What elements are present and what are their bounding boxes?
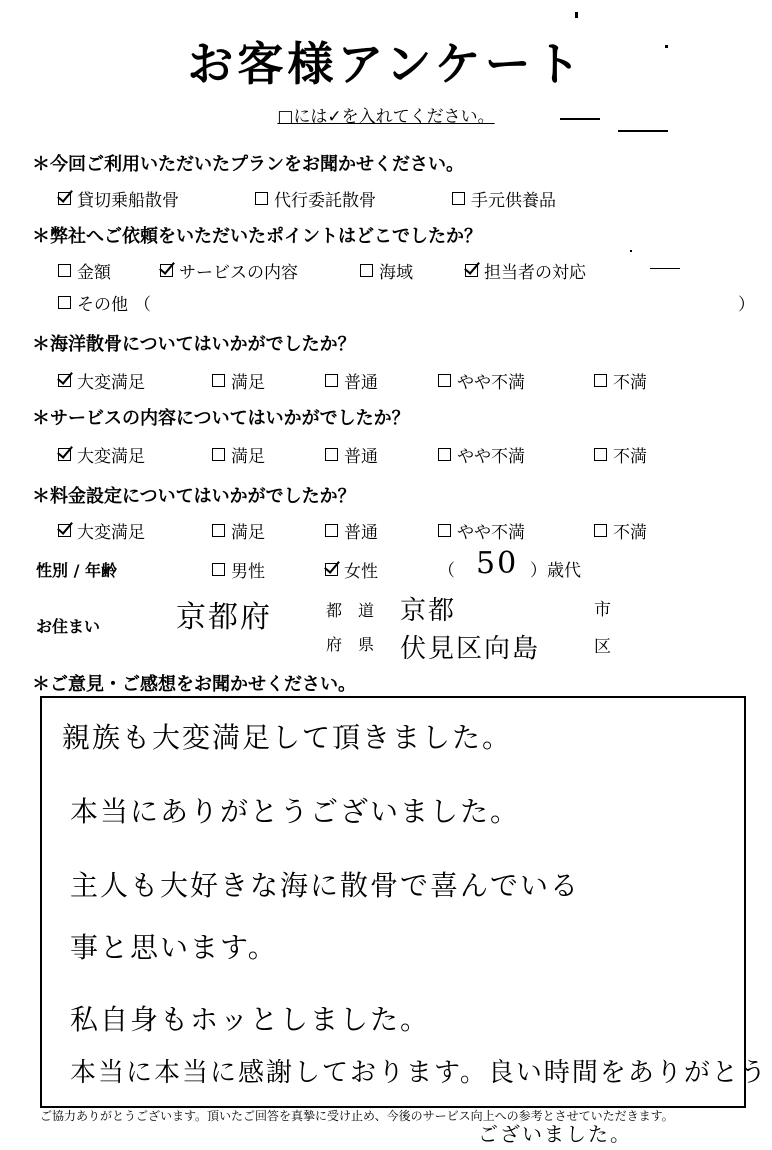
- age-paren-open: （: [438, 561, 455, 581]
- instruction-text: □には✓を入れてください。: [277, 107, 495, 127]
- comment-line-6: 本当に本当に感謝しております。良い時間をありがとう: [70, 1058, 768, 1088]
- comment-line-3: 主人も大好きな海に散骨で喜んでいる: [70, 869, 581, 902]
- checkbox[interactable]: [58, 524, 71, 537]
- option-rating-dissatisfied[interactable]: [594, 518, 647, 543]
- paren-open: （: [134, 295, 151, 315]
- checkbox[interactable]: [58, 192, 71, 205]
- checkbox[interactable]: [325, 448, 338, 461]
- checkbox[interactable]: [438, 524, 451, 537]
- option-label: 不満: [613, 523, 647, 543]
- option-label: 海域: [379, 263, 413, 283]
- comment-line-4: 事と思います。: [70, 931, 278, 964]
- option-label: 貸切乗船散骨: [77, 191, 179, 211]
- city-suffix: 市: [594, 600, 611, 620]
- ward-suffix: 区: [594, 637, 611, 657]
- checkbox[interactable]: [438, 374, 451, 387]
- checkbox[interactable]: [465, 264, 478, 277]
- option-label: 満足: [231, 523, 265, 543]
- option-reason-other[interactable]: [58, 290, 151, 315]
- option-label: 満足: [231, 373, 265, 393]
- option-label: 代行委託散骨: [274, 191, 376, 211]
- checkbox[interactable]: [325, 524, 338, 537]
- option-reason-area[interactable]: [360, 258, 413, 283]
- checkbox[interactable]: [160, 264, 173, 277]
- scan-speck: [618, 130, 668, 132]
- option-label: 普通: [344, 373, 378, 393]
- option-label: 大変満足: [77, 373, 145, 393]
- checkbox[interactable]: [212, 563, 225, 576]
- option-label: 普通: [344, 523, 378, 543]
- option-rating-very-satisfied[interactable]: [58, 368, 145, 393]
- option-rating-neutral[interactable]: [325, 442, 378, 467]
- option-rating-very-satisfied[interactable]: [58, 442, 145, 467]
- paren-close: ）: [738, 295, 755, 315]
- option-label: 満足: [231, 447, 265, 467]
- option-rating-satisfied[interactable]: [212, 442, 265, 467]
- option-label: 女性: [344, 562, 378, 582]
- ward-field[interactable]: 伏見区向島: [400, 634, 541, 664]
- age-field[interactable]: 50: [476, 546, 519, 581]
- option-reason-service[interactable]: [160, 258, 298, 283]
- option-label: 担当者の対応: [484, 263, 586, 283]
- option-label: 不満: [613, 447, 647, 467]
- question-reason: ＊弊社へご依頼をいただいたポイントはどこでしたか？: [32, 226, 482, 247]
- gender-age-label: 性別 / 年齢: [36, 561, 117, 580]
- option-label: やや不満: [457, 523, 525, 543]
- option-plan-proxy[interactable]: [255, 186, 376, 211]
- option-label: 大変満足: [77, 447, 145, 467]
- option-rating-dissatisfied[interactable]: [594, 368, 647, 393]
- comment-line-1: 親族も大変満足して頂きました。: [62, 721, 513, 754]
- option-plan-keepsake[interactable]: [452, 186, 556, 211]
- scan-speck: [650, 268, 680, 269]
- option-label: 不満: [613, 373, 647, 393]
- comment-line-7: ございました。: [478, 1122, 632, 1146]
- option-reason-staff[interactable]: [465, 258, 586, 283]
- age-suffix: ）歳代: [530, 561, 581, 581]
- checkbox[interactable]: [360, 264, 373, 277]
- option-label: 男性: [231, 562, 265, 582]
- option-plan-charter[interactable]: [58, 186, 179, 211]
- address-label: お住まい: [36, 617, 101, 636]
- scan-speck: [665, 45, 668, 48]
- prefecture-field[interactable]: 京都府: [176, 600, 272, 635]
- option-rating-satisfied[interactable]: [212, 368, 265, 393]
- option-rating-satisfied[interactable]: [212, 518, 265, 543]
- option-rating-neutral[interactable]: [325, 518, 378, 543]
- checkbox[interactable]: [438, 448, 451, 461]
- option-label: 金額: [77, 263, 111, 283]
- checkbox[interactable]: [212, 524, 225, 537]
- scan-speck: [630, 250, 632, 252]
- checkbox[interactable]: [58, 296, 71, 309]
- page-title: お客様アンケート: [187, 37, 585, 91]
- checkbox[interactable]: [58, 264, 71, 277]
- checkbox[interactable]: [594, 524, 607, 537]
- checkbox[interactable]: [594, 448, 607, 461]
- question-scattering: ＊海洋散骨についてはいかがでしたか？: [32, 334, 356, 355]
- option-label: やや不満: [457, 373, 525, 393]
- option-rating-somewhat-dissatisfied[interactable]: [438, 518, 525, 543]
- option-label: 手元供養品: [471, 191, 556, 211]
- checkbox[interactable]: [325, 374, 338, 387]
- option-rating-somewhat-dissatisfied[interactable]: [438, 442, 525, 467]
- option-label: 普通: [344, 447, 378, 467]
- option-rating-very-satisfied[interactable]: [58, 518, 145, 543]
- option-gender-male[interactable]: [212, 557, 265, 582]
- scan-speck: [575, 12, 578, 18]
- checkbox[interactable]: [58, 448, 71, 461]
- checkbox[interactable]: [325, 563, 338, 576]
- question-pricing: ＊料金設定についてはいかがでしたか？: [32, 486, 356, 507]
- option-rating-dissatisfied[interactable]: [594, 442, 647, 467]
- option-rating-somewhat-dissatisfied[interactable]: [438, 368, 525, 393]
- checkbox[interactable]: [594, 374, 607, 387]
- checkbox[interactable]: [212, 374, 225, 387]
- footer-note: ご協力ありがとうございます。頂いたご回答を真摯に受け止め、今後のサービス向上への参考とさせていただきます。: [40, 1109, 674, 1123]
- checkbox[interactable]: [212, 448, 225, 461]
- checkbox[interactable]: [255, 192, 268, 205]
- checkbox[interactable]: [58, 374, 71, 387]
- option-label: 大変満足: [77, 523, 145, 543]
- option-gender-female[interactable]: [325, 557, 378, 582]
- checkbox[interactable]: [452, 192, 465, 205]
- question-service: ＊サービスの内容についてはいかがでしたか？: [32, 408, 410, 429]
- pref-suffix-bottom: 府 県: [326, 635, 375, 654]
- scan-speck: [560, 118, 600, 120]
- city-field[interactable]: 京都: [400, 596, 457, 626]
- comment-line-2: 本当にありがとうございました。: [70, 795, 521, 828]
- option-label: サービスの内容: [179, 263, 298, 283]
- question-plan: ＊今回ご利用いただいたプランをお聞かせください。: [32, 154, 464, 175]
- option-label: その他: [77, 295, 128, 315]
- comment-line-5: 私自身もホッとしました。: [70, 1003, 431, 1036]
- option-label: やや不満: [457, 447, 525, 467]
- pref-suffix-top: 都 道: [326, 601, 375, 620]
- option-reason-price[interactable]: [58, 258, 111, 283]
- option-rating-neutral[interactable]: [325, 368, 378, 393]
- question-comments: ＊ご意見・ご感想をお聞かせください。: [32, 674, 356, 695]
